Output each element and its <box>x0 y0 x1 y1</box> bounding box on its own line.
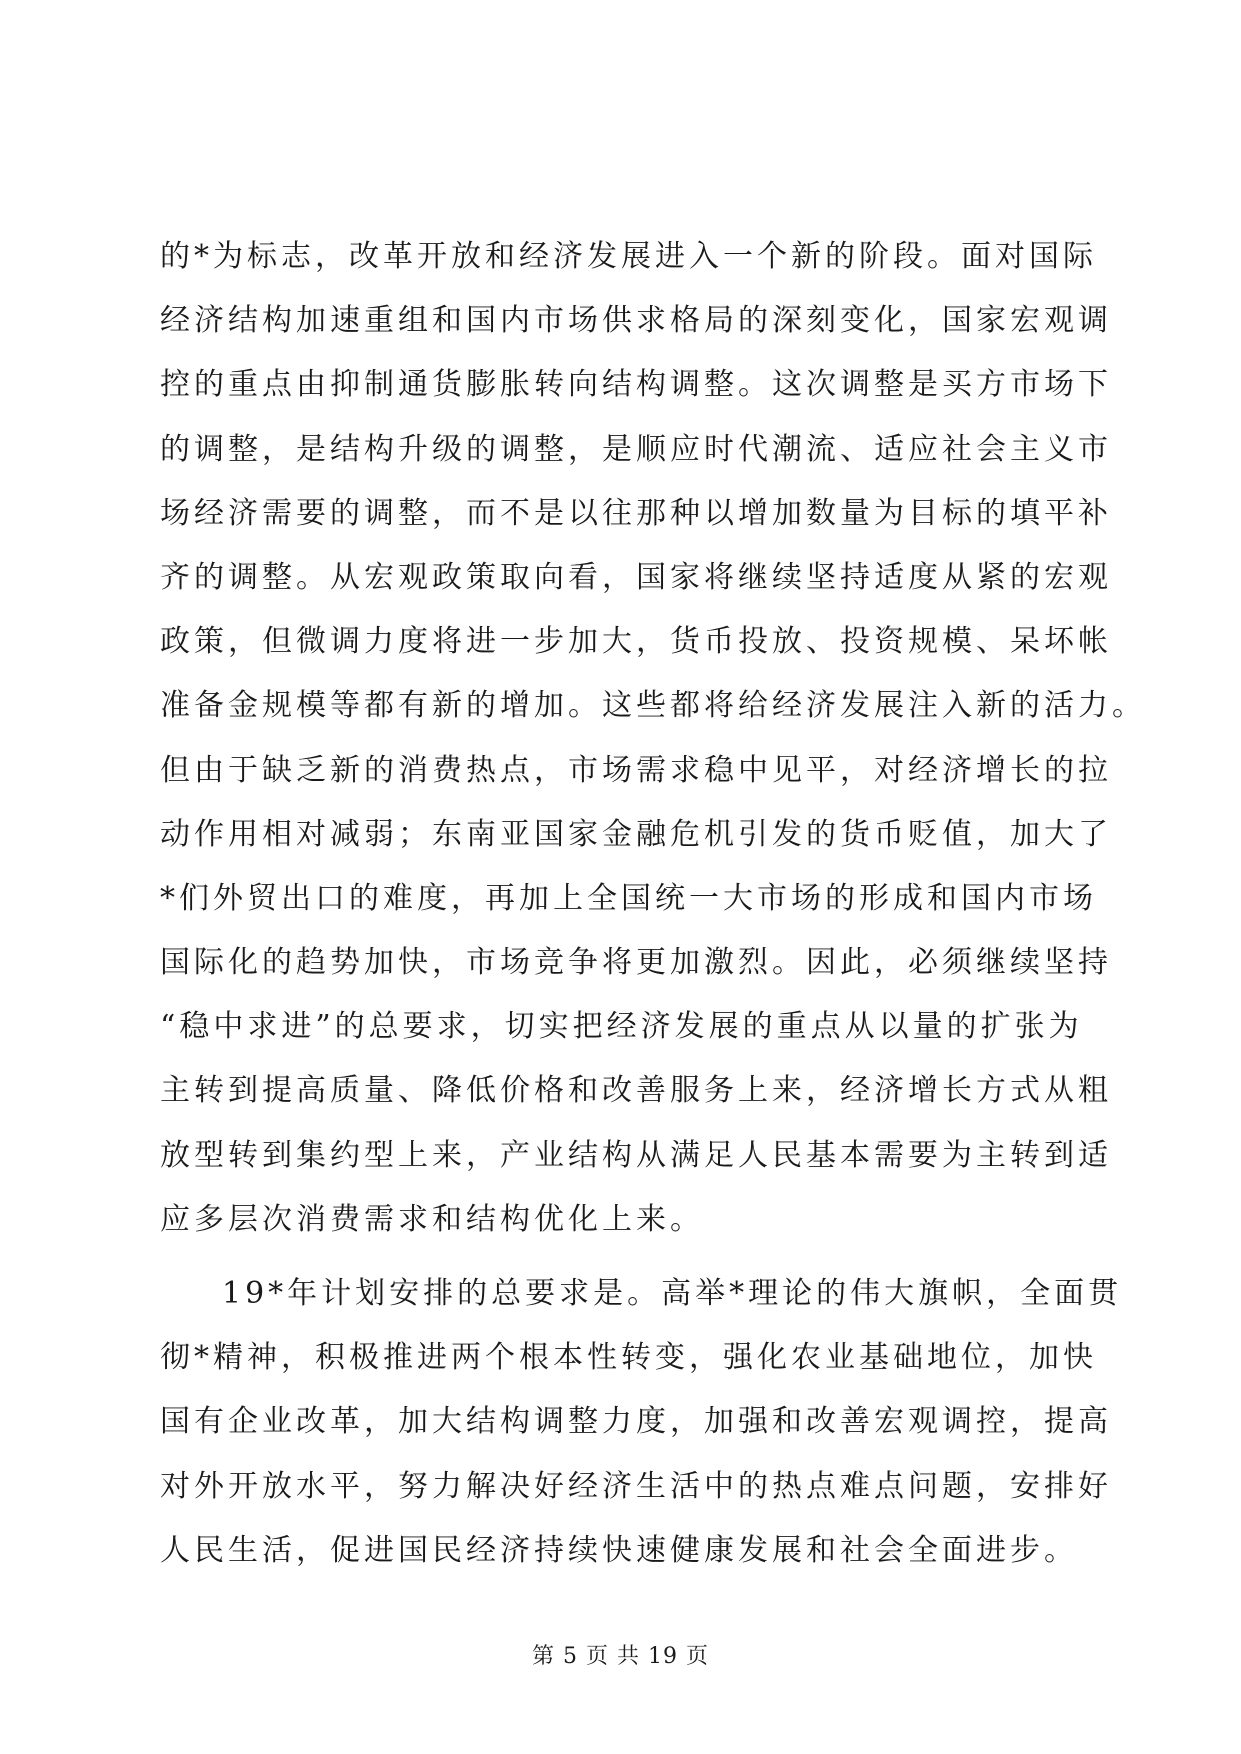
text-line: 的调整，是结构升级的调整，是顺应时代潮流、适应社会主义市 <box>160 431 1112 467</box>
text-line: 但由于缺乏新的消费热点，市场需求稳中见平，对经济增长的拉 <box>160 752 1112 788</box>
text-line: 政策，但微调力度将进一步加大，货币投放、投资规模、呆坏帐 <box>160 624 1112 660</box>
page-footer <box>0 1639 1241 1670</box>
paragraph-2 <box>160 1262 1123 1583</box>
text-line: 国际化的趋势加快，市场竞争将更加激烈。因此，必须继续坚持 <box>160 945 1112 981</box>
document-body <box>160 225 1146 1583</box>
text-line: 对外开放水平，努力解决好经济生活中的热点难点问题，安排好 <box>160 1468 1112 1504</box>
text-line: 场经济需要的调整，而不是以往那种以增加数量为目标的填平补 <box>160 495 1112 531</box>
text-line-first: 19*年计划安排的总要求是。高举*理论的伟大旗帜，全面贯 <box>222 1276 1123 1311</box>
text-line: *们外贸出口的难度，再加上全国统一大市场的形成和国内市场 <box>160 880 1097 916</box>
text-line: 动作用相对减弱；东南亚国家金融危机引发的货币贬值，加大了 <box>160 816 1112 852</box>
text-line: 放型转到集约型上来，产业结构从满足人民基本需要为主转到适 <box>160 1137 1112 1173</box>
text-line: 国有企业改革，加大结构调整力度，加强和改善宏观调控，提高 <box>160 1404 1112 1440</box>
text-line: 控的重点由抑制通货膨胀转向结构调整。这次调整是买方市场下 <box>160 367 1112 403</box>
text-line: 准备金规模等都有新的增加。这些都将给经济发展注入新的活力。 <box>160 688 1146 724</box>
text-line: 彻*精神，积极推进两个根本性转变，强化农业基础地位，加快 <box>160 1340 1097 1376</box>
paragraph-1 <box>160 225 1146 1252</box>
text-line: 人民生活，促进国民经济持续快速健康发展和社会全面进步。 <box>160 1532 1078 1568</box>
text-line: 应多层次消费需求和结构优化上来。 <box>160 1201 704 1237</box>
paragraph-spacer <box>160 1252 1080 1262</box>
text-line: “稳中求进”的总要求，切实把经济发展的重点从以量的扩张为 <box>160 1009 1083 1045</box>
text-line: 主转到提高质量、降低价格和改善服务上来，经济增长方式从粗 <box>160 1073 1112 1109</box>
page-number-label: 第 5 页 共 19 页 <box>532 1644 709 1669</box>
text-line: 经济结构加速重组和国内市场供求格局的深刻变化，国家宏观调 <box>160 303 1112 339</box>
text-line: 齐的调整。从宏观政策取向看，国家将继续坚持适度从紧的宏观 <box>160 559 1112 595</box>
text-line: 的*为标志，改革开放和经济发展进入一个新的阶段。面对国际 <box>160 239 1097 274</box>
